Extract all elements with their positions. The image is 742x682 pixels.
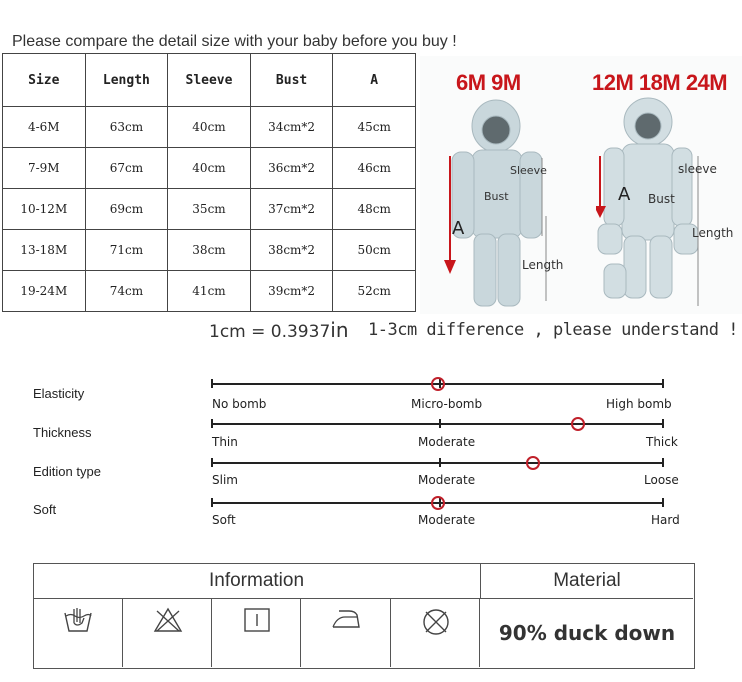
scale-marker <box>431 377 445 391</box>
table-cell: 36cm*2 <box>250 148 333 189</box>
table-cell: 39cm*2 <box>250 271 333 312</box>
table-row <box>3 148 416 189</box>
attribute-label: Edition type <box>33 464 101 479</box>
size-table-header <box>3 54 416 107</box>
care-cell <box>33 599 123 667</box>
table-cell: 48cm <box>333 189 416 230</box>
care-cell <box>124 599 212 667</box>
scale-right-label: Loose <box>644 473 679 487</box>
column-header: Sleeve <box>168 54 251 107</box>
snowsuit-small-image <box>438 96 588 311</box>
tumble-dry-icon <box>243 607 271 633</box>
size-table <box>2 53 416 312</box>
scale-tick <box>211 498 213 507</box>
scale-mid-label: Moderate <box>418 513 476 527</box>
table-cell: 40cm <box>168 107 251 148</box>
table-cell: 67cm <box>85 148 168 189</box>
scale-mid-label: Moderate <box>418 473 476 487</box>
scale-left-label: Thin <box>212 435 238 449</box>
scale-line <box>212 423 664 425</box>
scale-marker <box>571 417 585 431</box>
column-header: A <box>333 54 416 107</box>
table-cell: 38cm <box>168 230 251 271</box>
attribute-label: Soft <box>33 502 57 517</box>
scale-left-label: Slim <box>212 473 238 487</box>
scale-marker <box>526 456 540 470</box>
difference-note: 1-3cm difference , please understand ! <box>368 320 738 340</box>
information-header: Information <box>33 563 481 599</box>
column-header: Size <box>3 54 86 107</box>
a-label: A <box>618 184 631 205</box>
size-label-small: 6M 9M <box>456 70 521 95</box>
product-photos <box>420 56 742 314</box>
table-cell: 45cm <box>333 107 416 148</box>
attribute-label: Thickness <box>33 425 92 440</box>
iron-icon <box>329 607 363 631</box>
table-row <box>3 230 416 271</box>
table-cell: 37cm*2 <box>250 189 333 230</box>
scale-tick <box>211 419 213 428</box>
material-header: Material <box>481 563 693 599</box>
bust-label: Bust <box>484 190 509 203</box>
scale-right-label: Hard <box>651 513 680 527</box>
scale-tick <box>211 379 213 388</box>
scale-left-label: No bomb <box>212 397 267 411</box>
table-cell: 13-18M <box>3 230 86 271</box>
table-row <box>3 107 416 148</box>
scale-tick <box>439 458 441 467</box>
care-cell <box>213 599 301 667</box>
size-label-large: 12M 18M 24M <box>592 70 728 95</box>
table-row <box>3 189 416 230</box>
table-cell: 41cm <box>168 271 251 312</box>
care-cell <box>302 599 391 667</box>
a-label: A <box>452 218 465 239</box>
scale-right-label: Thick <box>646 435 678 449</box>
column-header: Bust <box>250 54 333 107</box>
table-cell: 50cm <box>333 230 416 271</box>
table-cell: 34cm*2 <box>250 107 333 148</box>
scale-right-label: High bomb <box>606 397 672 411</box>
scale-tick <box>662 379 664 388</box>
table-cell: 4-6M <box>3 107 86 148</box>
scale-tick <box>662 419 664 428</box>
scale-tick <box>662 498 664 507</box>
table-cell: 7-9M <box>3 148 86 189</box>
column-header: Length <box>85 54 168 107</box>
table-cell: 10-12M <box>3 189 86 230</box>
scale-tick <box>439 419 441 428</box>
table-cell: 35cm <box>168 189 251 230</box>
do-not-dry-clean-icon <box>421 607 451 637</box>
length-label: Length <box>522 258 564 272</box>
table-cell: 40cm <box>168 148 251 189</box>
table-cell: 63cm <box>85 107 168 148</box>
scale-line <box>212 462 664 464</box>
table-cell: 69cm <box>85 189 168 230</box>
scale-left-label: Soft <box>212 513 236 527</box>
table-cell: 38cm*2 <box>250 230 333 271</box>
table-cell: 71cm <box>85 230 168 271</box>
table-cell: 74cm <box>85 271 168 312</box>
scale-mid-label: Moderate <box>418 435 476 449</box>
conversion-note <box>209 318 349 342</box>
table-cell: 52cm <box>333 271 416 312</box>
do-not-bleach-icon <box>153 607 183 633</box>
bust-label: Bust <box>648 192 675 206</box>
attribute-label: Elasticity <box>33 386 85 401</box>
conversion-unit: in <box>330 318 349 342</box>
table-row <box>3 271 416 312</box>
header-note: Please compare the detail size with your baby before you buy ! <box>12 33 457 50</box>
scale-mid-label: Micro-bomb <box>411 397 483 411</box>
sleeve-label: Sleeve <box>510 164 547 177</box>
length-label: Length <box>692 226 734 240</box>
table-cell: 46cm <box>333 148 416 189</box>
conversion-value: 1cm = 0.3937 <box>209 322 331 342</box>
table-cell: 19-24M <box>3 271 86 312</box>
scale-tick <box>662 458 664 467</box>
scale-tick <box>211 458 213 467</box>
scale-marker <box>431 496 445 510</box>
care-cell <box>392 599 480 667</box>
hand-wash-icon <box>63 607 93 633</box>
material-value: 90% duck down <box>498 621 676 645</box>
sleeve-label: sleeve <box>678 162 717 176</box>
